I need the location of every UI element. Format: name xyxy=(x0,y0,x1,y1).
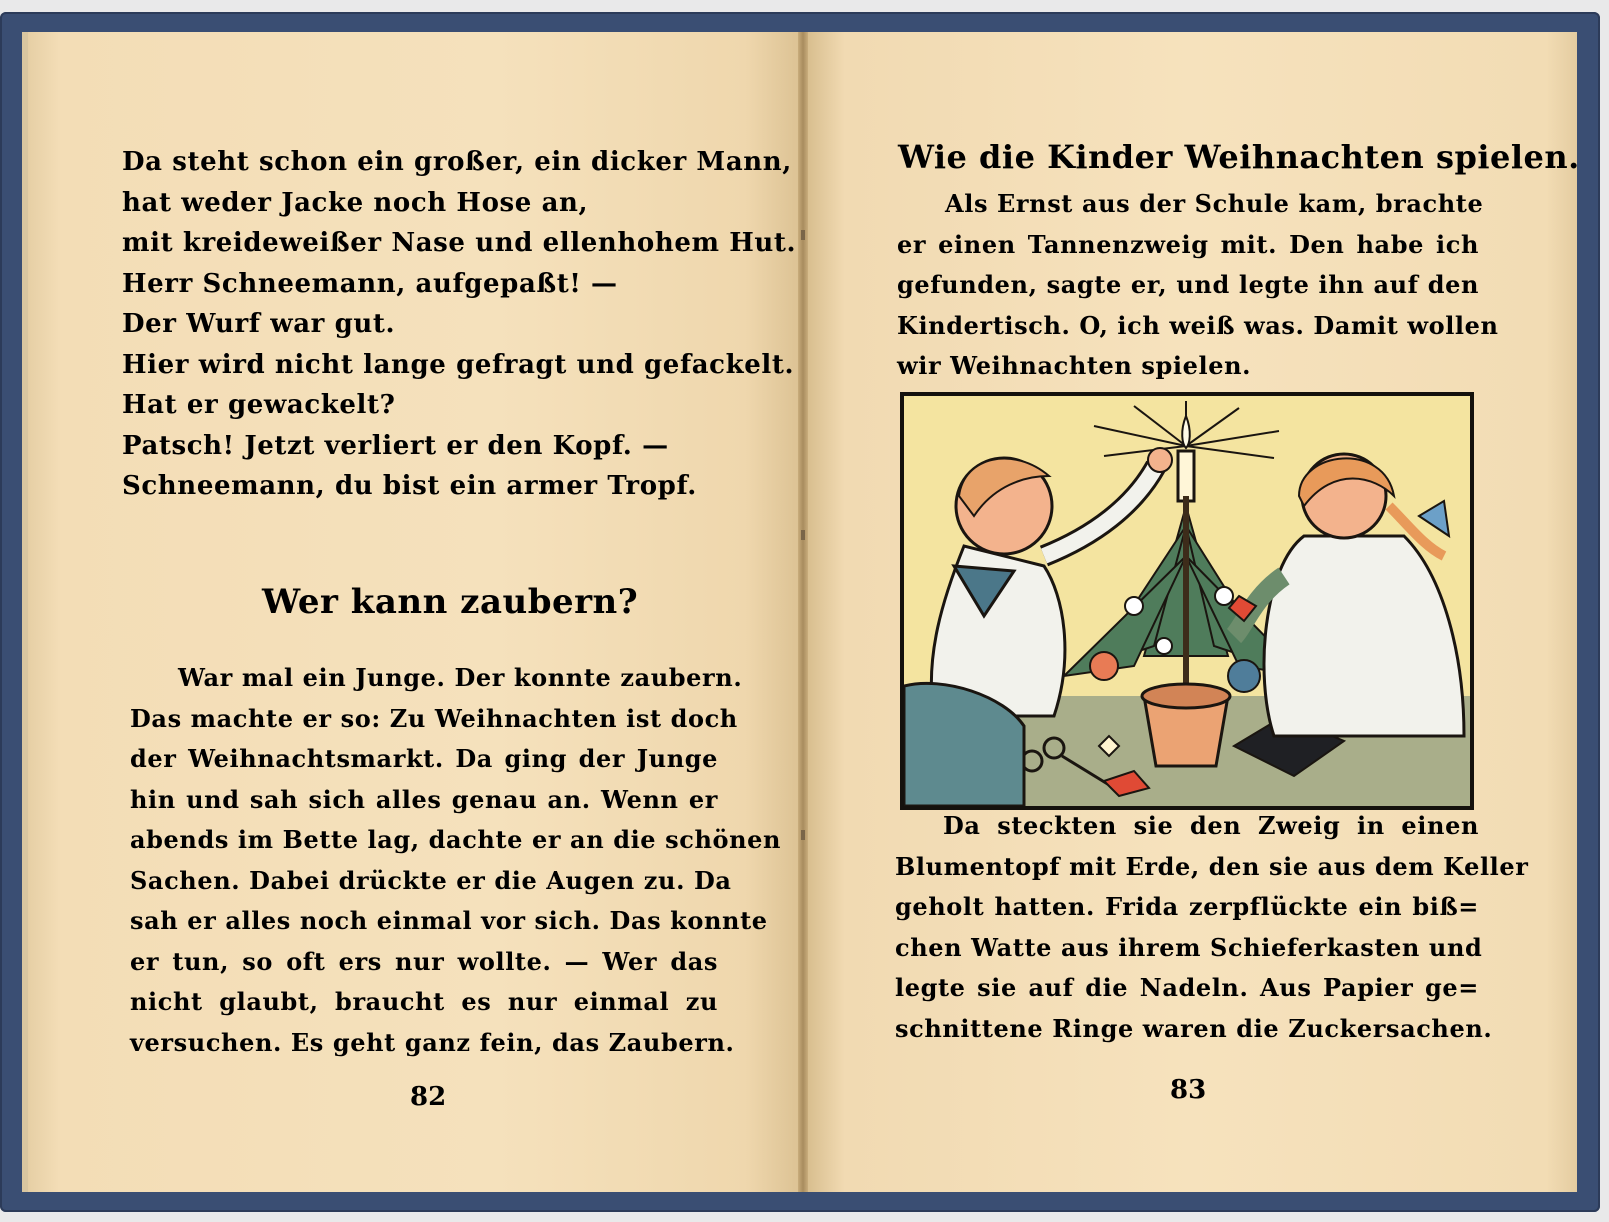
story-line: geholt hatten. Frida zerpflückte ein biß= xyxy=(895,892,1479,921)
story-line: der Weihnachtsmarkt. Da ging der Junge xyxy=(130,744,718,773)
story-text xyxy=(130,658,782,1063)
story-line: Blumentopf mit Erde, den sie aus dem Keller xyxy=(895,851,1529,881)
story-line: versuchen. Es geht ganz fein, das Zaubern. xyxy=(130,1027,735,1057)
poem-line: Herr Schneemann, aufgepaßt! — xyxy=(122,268,618,299)
story-line: Da steckten sie den Zweig in einen xyxy=(943,811,1479,840)
story-line: Als Ernst aus der Schule kam, brachte xyxy=(945,189,1484,218)
story-text xyxy=(897,184,1499,387)
poem-line: Schneemann, du bist ein armer Tropf. xyxy=(122,471,697,501)
story-line: hin und sah sich alles genau an. Wenn er xyxy=(130,784,718,814)
poem-line: Hat er gewackelt? xyxy=(122,390,396,420)
story-heading: Wie die Kinder Weihnachten spielen. xyxy=(898,138,1580,176)
poem-line: Patsch! Jetzt verliert er den Kopf. — xyxy=(122,430,669,461)
binding-stitch xyxy=(801,830,805,840)
poem-line: Hier wird nicht lange gefragt und gefackelt. xyxy=(122,349,795,380)
story-line: er tun, so oft ers nur wollte. — Wer das xyxy=(130,946,718,976)
story-line: gefunden, sagte er, und legte ihn auf den xyxy=(897,270,1479,299)
christmas-tree-illustration xyxy=(900,392,1474,810)
poem-line: Der Wurf war gut. xyxy=(122,309,396,339)
poem-line: Da steht schon ein großer, ein dicker Mann, xyxy=(122,147,792,177)
story-line: wir Weihnachten spielen. xyxy=(897,351,1252,380)
story-line: Kindertisch. O, ich weiß was. Damit wollen xyxy=(897,310,1499,340)
story-line: er einen Tannenzweig mit. Den habe ich xyxy=(897,229,1479,259)
story-line: Das machte er so: Zu Weihnachten ist doch xyxy=(130,703,738,733)
book-gutter xyxy=(798,32,808,1192)
poem-line: hat weder Jacke noch Hose an, xyxy=(122,187,589,218)
story-line: nicht glaubt, braucht es nur einmal zu xyxy=(130,987,718,1016)
story-text xyxy=(895,806,1529,1049)
story-line: War mal ein Junge. Der konnte zaubern. xyxy=(178,663,743,692)
page-number-right: 83 xyxy=(1170,1075,1207,1105)
page-number-left: 82 xyxy=(410,1082,447,1112)
story-heading: Wer kann zaubern? xyxy=(262,582,639,622)
story-line: legte sie auf die Nadeln. Aus Papier ge= xyxy=(895,973,1479,1002)
binding-stitch xyxy=(801,530,805,540)
story-line: sah er alles noch einmal vor sich. Das konnte xyxy=(130,906,768,935)
poem xyxy=(122,142,797,507)
story-line: abends im Bette lag, dachte er an die schönen xyxy=(130,825,782,854)
story-line: Sachen. Dabei drückte er die Augen zu. Da xyxy=(130,865,732,895)
poem-line: mit kreideweißer Nase und ellenhohem Hut. xyxy=(122,228,797,258)
story-line: chen Watte aus ihrem Schieferkasten und xyxy=(895,932,1483,962)
story-line: schnittene Ringe waren die Zuckersachen. xyxy=(895,1013,1493,1043)
binding-stitch xyxy=(801,230,805,240)
